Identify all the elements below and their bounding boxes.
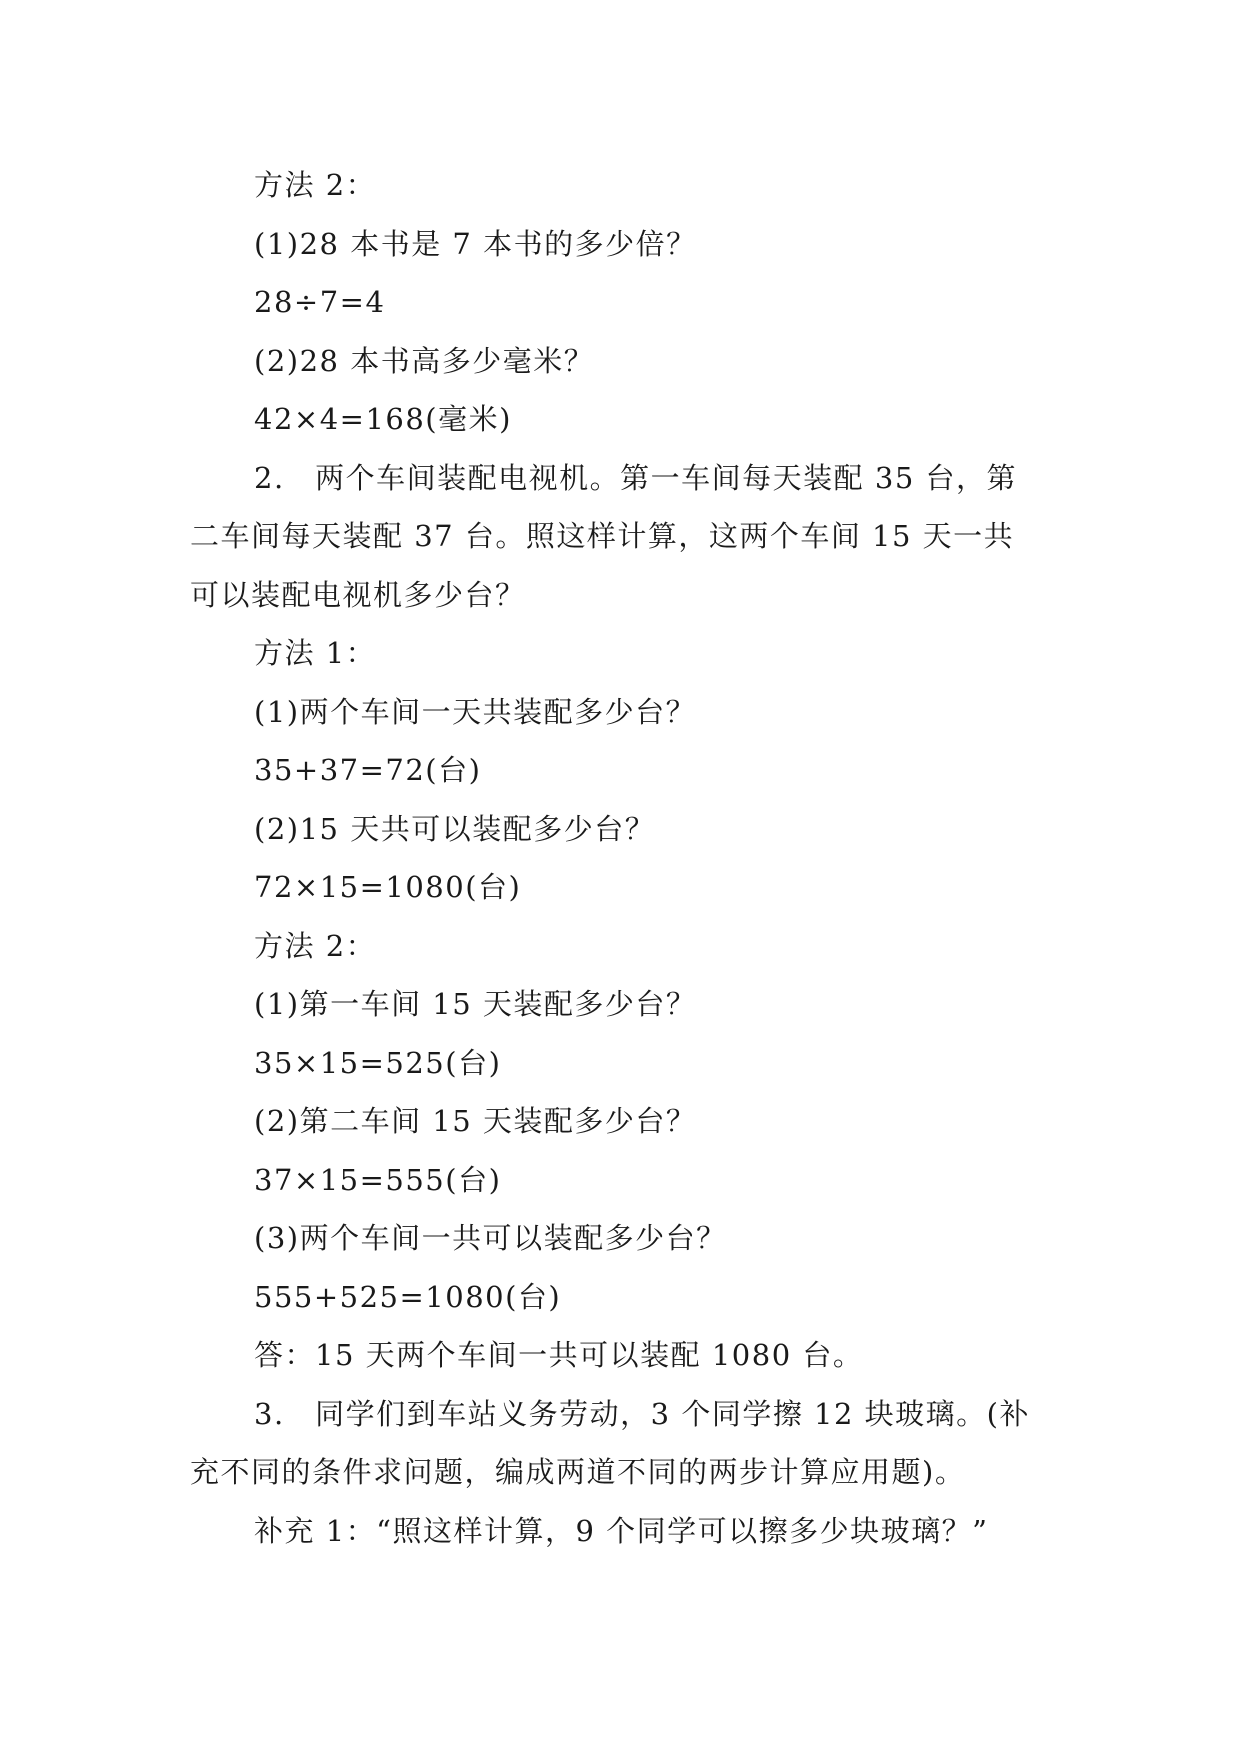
step-question: (1)28 本书是 7 本书的多少倍？ <box>254 226 697 261</box>
problem-3-statement <box>190 1385 1070 1502</box>
method-2-heading: 方法 2： <box>254 168 377 202</box>
problem-3-line-1: 3. 同学们到车站义务劳动，3 个同学擦 12 块玻璃。(补 <box>254 1396 1030 1431</box>
problem-2-line-1: 2. 两个车间装配电视机。第一车间每天装配 35 台，第 <box>254 460 1018 495</box>
problem-2-line-3: 可以装配电视机多少台？ <box>190 577 526 612</box>
step-question: (2)28 本书高多少毫米？ <box>254 343 595 378</box>
problem-2-statement <box>190 449 1070 625</box>
step-question: (2)15 天共可以装配多少台？ <box>254 811 656 846</box>
equation: 37×15=555(台) <box>254 1162 502 1197</box>
equation: 35×15=525(台) <box>254 1045 502 1080</box>
supplement-1: 补充 1：“照这样计算，9 个同学可以擦多少块玻璃？” <box>254 1513 989 1548</box>
step-question: (1)两个车间一天共装配多少台？ <box>254 694 697 729</box>
problem-3-line-2: 充不同的条件求问题，编成两道不同的两步计算应用题)。 <box>190 1455 966 1489</box>
equation: 28÷7=4 <box>254 285 386 319</box>
equation: 555+525=1080(台) <box>254 1279 562 1314</box>
step-question: (3)两个车间一共可以装配多少台？ <box>254 1221 727 1255</box>
step-question: (2)第二车间 15 天装配多少台？ <box>254 1104 697 1138</box>
step-question: (1)第一车间 15 天装配多少台？ <box>254 987 697 1021</box>
answer-line: 答：15 天两个车间一共可以装配 1080 台。 <box>254 1338 864 1372</box>
problem-2-line-2: 二车间每天装配 37 台。照这样计算，这两个车间 15 天一共 <box>190 519 1015 553</box>
document-body <box>190 156 1070 1560</box>
equation: 42×4=168(毫米) <box>254 402 512 436</box>
method-2-heading: 方法 2： <box>254 928 377 963</box>
equation: 35+37=72(台) <box>254 753 482 787</box>
equation: 72×15=1080(台) <box>254 870 522 904</box>
method-1-heading: 方法 1： <box>254 636 377 670</box>
